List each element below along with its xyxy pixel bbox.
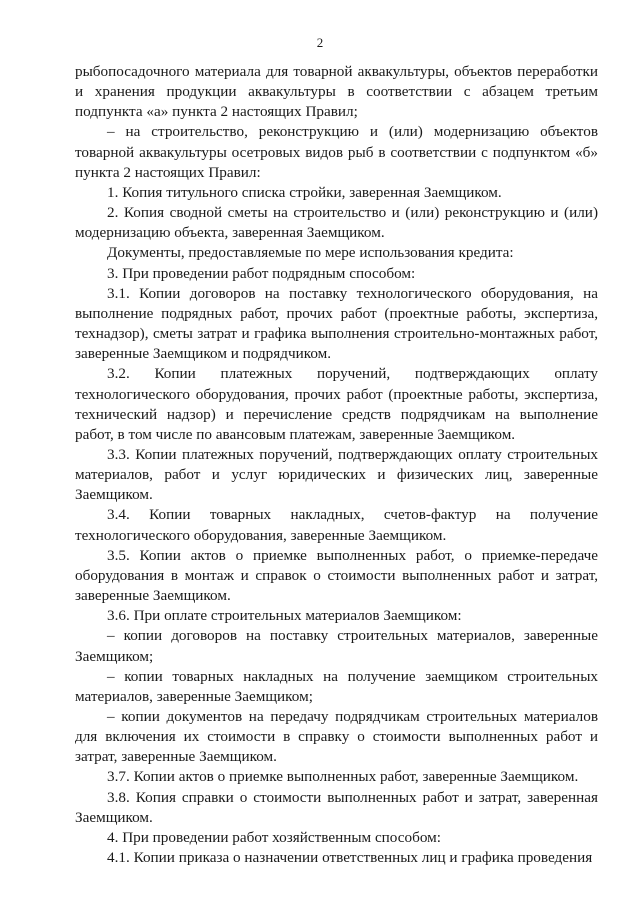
paragraph-item-3-8: 3.8. Копия справки о стоимости выполненных работ и затрат, заверенная Заемщиком. (75, 788, 598, 826)
paragraph-item-3-6-dash-1: – копии договоров на поставку строительных материалов, заверенные Заемщиком; (75, 627, 598, 665)
paragraph-item-4: 4. При проведении работ хозяйственным способом: (107, 828, 441, 846)
paragraph-sturgeon-construction: – на строительство, реконструкцию и (или) модернизацию объектов товарной аквакультуры осетровых видов рыб в соответствии с подпунктом «б» пункта 2 настоящих Правил: (75, 123, 598, 181)
document-body (75, 62, 598, 868)
paragraph-item-3-6-dash-3: – копии документов на передачу подрядчикам строительных материалов для включения их стоимости в справку о стоимости выполненных работ и затрат, заверенные Заемщиком. (75, 708, 598, 766)
paragraph-continuation: рыбопосадочного материала для товарной аквакультуры, объектов переработки и хранения продукции аквакультуры в соответствии с абзацем третьим подпункта «а» пункта 2 настоящих Правил; (75, 63, 598, 121)
paragraph-item-3-6: 3.6. При оплате строительных материалов Заемщиком: (107, 607, 462, 625)
paragraph-item-4-1: 4.1. Копии приказа о назначении ответственных лиц и графика проведения (107, 849, 593, 867)
paragraph-item-3-7: 3.7. Копии актов о приемке выполненных работ, заверенные Заемщиком. (107, 768, 579, 786)
paragraph-item-3: 3. При проведении работ подрядным способом: (107, 264, 416, 282)
paragraph-item-3-5: 3.5. Копии актов о приемке выполненных работ, о приемке-передаче оборудования в монтаж и справок о стоимости выполненных работ и затрат, заверенные Заемщиком. (75, 546, 598, 605)
paragraph-item-3-1: 3.1. Копии договоров на поставку технологического оборудования, на выполнение подрядных работ, прочих работ (проектные работы, экспертиза, технадзор), сметы затрат и графика выполнения строительно-монтажных работ, заверенные Заемщиком и подрядчиком. (75, 284, 598, 363)
paragraph-item-1: 1. Копия титульного списка стройки, заверенная Заемщиком. (107, 183, 502, 201)
paragraph-documents-heading: Документы, предоставляемые по мере использования кредита: (107, 244, 514, 262)
paragraph-item-3-6-dash-2: – копии товарных накладных на получение заемщиком строительных материалов, заверенные Заемщиком; (75, 667, 598, 705)
paragraph-item-3-2: 3.2. Копии платежных поручений, подтверждающих оплату технологического оборудования, прочих работ (проектные работы, экспертиза, технический надзор) и перечисление средств подрядчикам на выполнение работ, в том числе по авансовым платежам, заверенные Заемщиком. (75, 365, 598, 443)
paragraph-item-2: 2. Копия сводной сметы на строительство и (или) реконструкцию и (или) модернизацию объекта, заверенная Заемщиком. (75, 204, 598, 242)
paragraph-item-3-4: 3.4. Копии товарных накладных, счетов-фактур на получение технологического оборудования, заверенные Заемщиком. (75, 506, 598, 544)
paragraph-item-3-3: 3.3. Копии платежных поручений, подтверждающих оплату строительных материалов, работ и услуг юридических и физических лиц, заверенные Заемщиком. (75, 445, 598, 504)
page-number: 2 (316, 35, 324, 50)
